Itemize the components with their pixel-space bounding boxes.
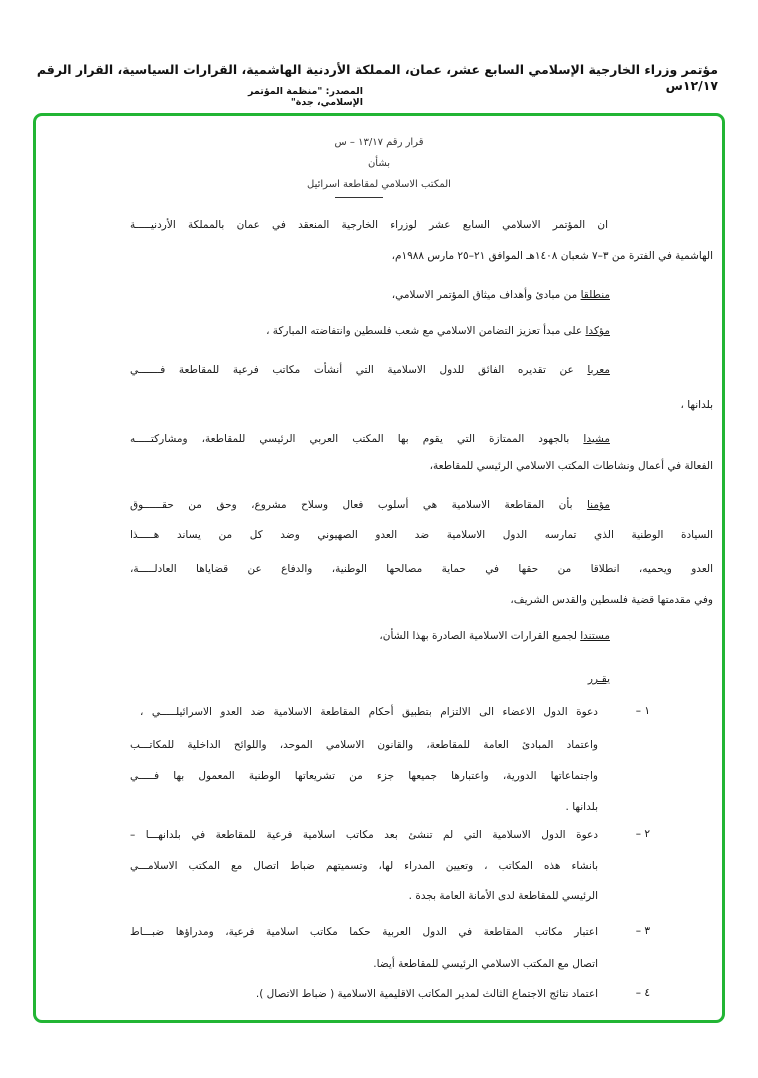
- clause-text: بأن المقاطعة الاسلامية هي أسلوب فعال وسلاح مشروع، وحق من حقــــــوق: [130, 499, 587, 511]
- clause-lead: معربا: [587, 364, 610, 376]
- preamble-line: ان المؤتمر الاسلامي السابع عشر لوزراء الخارجية المنعقد في عمان بالمملكة الأردنيـــــة: [130, 219, 608, 231]
- item-line: بانشاء هذه المكاتب ، وتعيين المدراء لها، وتسميتهم ضباط اتصال مع المكتب الاسلامـــي: [130, 860, 598, 872]
- clause: [40, 324, 610, 339]
- document-source: المصدر: "منظمة المؤتمر الإسلامي، جدة": [247, 86, 363, 108]
- clause: [130, 498, 610, 513]
- item-line: واعتماد المبادئ العامة للمقاطعة، والقانون الاسلامي الموحد، واللوائح الداخلية للمكاتـــب: [130, 739, 598, 751]
- item-number: ١ –: [635, 705, 650, 717]
- clause-text: عن تقديره الفائق للدول الاسلامية التي أنشأت مكاتب فرعية للمقاطعة فـــــــي: [130, 364, 588, 376]
- item-line: اتصال مع المكتب الاسلامي الرئيسي للمقاطعة أيضا.: [373, 958, 598, 970]
- clause-lead: مؤمنا: [586, 499, 610, 511]
- clause-continuation: وفي مقدمتها قضية فلسطين والقدس الشريف،: [510, 594, 713, 606]
- clause-text: من مبادئ وأهداف ميثاق المؤتمر الاسلامي،: [391, 289, 581, 301]
- item-number: ٣ –: [635, 925, 650, 937]
- clause-text: بالجهود الممتازة التي يقوم بها المكتب العربي الرئيسي للمقاطعة، ومشاركتـــــه: [130, 433, 584, 445]
- resolution-number: قرار رقم ١٣/١٧ – س: [334, 137, 424, 148]
- regarding-label: بشأن: [367, 158, 391, 169]
- item-line: اعتبار مكاتب المقاطعة في الدول العربية حكما مكاتب اسلامية فرعية، ومدراؤها ضبـــاط: [130, 926, 598, 938]
- item-number: ٢ –: [635, 828, 650, 840]
- clause-continuation: العدو ويحميه، انطلاقا من حقها في حماية مصالحها الوطنية، والدفاع عن قضاياها العادلـــــة،: [130, 563, 713, 575]
- clause-lead: مستندا: [580, 630, 610, 642]
- clause-lead: منطلقا: [580, 289, 610, 301]
- clause-continuation: بلدانها ،: [680, 399, 713, 411]
- clause: [40, 288, 610, 303]
- item-line: الرئيسي للمقاطعة لدى الأمانة العامة بجدة .: [408, 890, 598, 902]
- clause: [130, 432, 610, 447]
- item-line: بلدانها .: [565, 801, 598, 813]
- clause-lead: مشيدا: [583, 433, 610, 445]
- item-line: اعتماد نتائج الاجتماع الثالث لمدير المكاتب الاقليمية الاسلامية ( ضباط الاتصال ).: [255, 988, 598, 1000]
- resolution-subject: المكتب الاسلامي لمقاطعة اسرائيل: [307, 179, 451, 190]
- item-number: ٤ –: [635, 987, 650, 999]
- clause-text: على مبدأ تعزيز التضامن الاسلامي مع شعب فلسطين وانتفاضته المباركة ،: [266, 325, 586, 337]
- clause-lead: مؤكدا: [585, 325, 610, 337]
- preamble-line: الهاشمية في الفترة من ٣–٧ شعبان ١٤٠٨هـ الموافق ٢١–٢٥ مارس ١٩٨٨م،: [391, 250, 713, 262]
- clause: [40, 629, 610, 644]
- clause-continuation: الفعالة في أعمال ونشاطات المكتب الاسلامي الرئيسي للمقاطعة،: [429, 460, 713, 472]
- clause-text: لجميع القرارات الاسلامية الصادرة بهذا الشأن،: [379, 630, 581, 642]
- item-line: دعوة الدول الاسلامية التي لم تنشئ بعد مكاتب اسلامية فرعية للمقاطعة في بلدانهـــا –: [130, 829, 598, 841]
- item-line: واجتماعاتها الدورية، واعتبارها جميعها جزء من تشريعاتها الوطنية المعمول بها فـــــي: [130, 770, 598, 782]
- item-line: دعوة الدول الاعضاء الى الالتزام بتطبيق أحكام المقاطعة الاسلامية ضد العدو الاسرائيلـــــي ،: [140, 706, 598, 718]
- document-header-title: مؤتمر وزراء الخارجية الإسلامي السابع عشر، عمان، المملكة الأردنية الهاشمية، القرارات السياسية، القرار الرقم ١٢/١٧س: [36, 62, 718, 93]
- divider: [335, 197, 383, 198]
- decides-heading: يقـرر: [587, 673, 610, 685]
- clause-continuation: السيادة الوطنية الذي تمارسه الدول الاسلامية ضد العدو الصهيوني وضد كل من يساند هـــــذا: [130, 529, 713, 541]
- clause: [130, 363, 610, 378]
